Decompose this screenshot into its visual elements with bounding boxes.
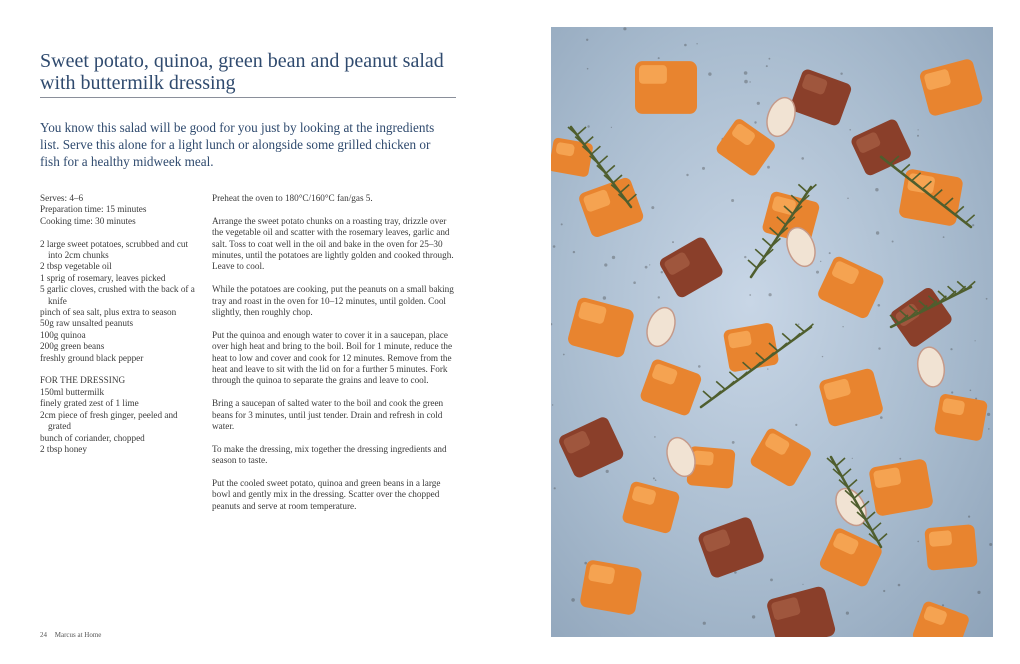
sweet-potato-chunk <box>749 426 814 488</box>
rosemary-leaf <box>577 127 586 135</box>
pepper-speck <box>744 256 746 258</box>
pepper-speck <box>623 27 626 30</box>
pepper-speck <box>571 598 575 602</box>
rosemary-leaf <box>748 260 757 268</box>
ingredient-item: 2 tbsp vegetable oil <box>40 261 112 272</box>
pepper-speck <box>603 296 606 299</box>
rosemary-leaf <box>957 215 966 223</box>
pepper-speck <box>767 368 768 369</box>
page-number: 24 <box>40 631 47 639</box>
dressing-item: finely grated zest of 1 lime <box>40 398 139 409</box>
rosemary-leaf <box>755 249 764 257</box>
pepper-speck <box>795 424 797 426</box>
photo-illustration <box>551 27 993 637</box>
pepper-speck <box>769 58 771 60</box>
pepper-speck <box>573 251 575 253</box>
rosemary-leaf <box>738 372 747 380</box>
pepper-speck <box>654 436 656 438</box>
pepper-speck <box>586 39 588 41</box>
pepper-speck <box>658 296 660 298</box>
pepper-speck <box>551 323 552 325</box>
rosemary-leaf <box>842 469 851 477</box>
pepper-speck <box>611 127 612 128</box>
pepper-speck <box>767 166 770 169</box>
rosemary-leaf <box>938 291 947 299</box>
garlic-clove <box>915 345 948 389</box>
method-step: Bring a saucepan of salted water to the boil and cook the green beans for 3 minutes, until just tender. Drain and refresh in cold water. <box>212 398 444 432</box>
pepper-speck <box>970 390 972 392</box>
ingredient-item: 5 garlic cloves, crushed with the back of a knife <box>40 284 195 306</box>
garlic-clove <box>830 483 873 531</box>
pepper-speck <box>975 340 976 341</box>
ingredients-column <box>40 193 200 455</box>
pepper-speck <box>846 612 849 615</box>
pepper-speck <box>989 543 992 546</box>
ingredient-item: pinch of sea salt, plus extra to season <box>40 307 177 318</box>
pepper-speck <box>972 224 974 226</box>
sweet-potato-chunk <box>850 118 913 178</box>
pepper-speck <box>754 121 756 123</box>
ingredient-item: 2 large sweet potatoes, scrubbed and cut into 2cm chunks <box>40 238 189 261</box>
sweet-potato-chunk <box>924 524 978 571</box>
pepper-speck <box>702 167 705 170</box>
pepper-speck <box>852 458 853 459</box>
ingredient-item: 50g raw unsalted peanuts <box>40 318 134 329</box>
rosemary-leaf <box>795 324 804 332</box>
pepper-speck <box>752 615 755 618</box>
method-step: To make the dressing, mix together the dressing ingredients and season to taste. <box>212 443 447 466</box>
sweet-potato-chunk <box>635 61 697 114</box>
pepper-speck <box>943 236 945 238</box>
pepper-speck <box>878 304 881 307</box>
sweet-potato-chunk <box>566 296 635 359</box>
rosemary-leaf <box>872 523 881 531</box>
pepper-speck <box>942 604 944 606</box>
pepper-speck <box>757 102 760 105</box>
rosemary-leaf <box>836 458 845 466</box>
pepper-speck <box>917 135 919 137</box>
serves-info: Serves: 4–6 <box>40 193 84 203</box>
pepper-speck <box>645 266 648 269</box>
sweet-potato-chunk <box>889 286 954 349</box>
pepper-speck <box>880 416 883 419</box>
pepper-speck <box>820 261 821 262</box>
pepper-speck <box>878 347 880 349</box>
pepper-speck <box>584 562 587 565</box>
pepper-speck <box>802 584 803 585</box>
pepper-speck <box>633 281 636 284</box>
cook-time: Cooking time: 30 minutes <box>40 215 136 226</box>
method-step: Arrange the sweet potato chunks on a roasting tray, drizzle over the vegetable oil and scatter with the rosemary leaves, garlic and salt. Toss to coat well in the oil and bake in the oven for 25–30 minutes, until the potatoes are lightly golden and cooked through. Leave to cool. <box>212 215 454 272</box>
pepper-speck <box>606 470 609 473</box>
sweet-potato-chunk <box>911 600 970 637</box>
pepper-speck <box>649 264 650 265</box>
pepper-speck <box>950 348 952 350</box>
sweet-potato-chunk <box>551 137 594 177</box>
rosemary-leaf <box>957 281 966 289</box>
pepper-speck <box>561 223 563 225</box>
sweet-potato-chunk <box>557 415 625 479</box>
rosemary-leaf <box>804 324 813 332</box>
pepper-speck <box>988 428 990 430</box>
rosemary-leaf <box>892 164 901 172</box>
pepper-speck <box>653 477 655 479</box>
pepper-speck <box>842 326 843 327</box>
pepper-speck <box>822 356 823 357</box>
sweet-potato-chunk <box>621 480 680 534</box>
pepper-speck <box>987 413 990 416</box>
pepper-speck <box>744 80 748 84</box>
pepper-speck <box>876 231 879 234</box>
page-footer <box>40 631 107 639</box>
book-title: Marcus at Home <box>54 631 102 639</box>
pepper-speck <box>829 252 831 254</box>
pepper-speck <box>658 57 660 59</box>
recipe-title: Sweet potato, quinoa, green bean and peanut salad with buttermilk dressing <box>40 50 444 94</box>
rosemary-leaf <box>782 333 791 341</box>
method-step: While the potatoes are cooking, put the peanuts on a small baking tray and roast in the oven for 10–12 minutes, until golden. Cool slightly, then roughly chop. <box>212 284 454 318</box>
pepper-speck <box>769 293 772 296</box>
pepper-speck <box>684 44 687 47</box>
pepper-speck <box>553 245 556 248</box>
title-divider <box>40 97 456 98</box>
pepper-speck <box>661 271 663 273</box>
method-step: Preheat the oven to 180°C/160°C fan/gas 5. <box>212 193 373 203</box>
sweet-potato-chunk <box>697 515 766 579</box>
pepper-speck <box>875 188 878 191</box>
pepper-speck <box>918 129 919 130</box>
pepper-speck <box>651 206 654 209</box>
sweet-potato-chunk <box>816 255 886 321</box>
rosemary-leaf <box>606 165 615 173</box>
pepper-speck <box>686 174 688 176</box>
rosemary-leaf <box>729 372 738 380</box>
rosemary-leaf <box>966 215 975 223</box>
pepper-speck <box>951 391 953 393</box>
sweet-potato-chunk <box>789 68 853 127</box>
method-step: Put the cooled sweet potato, quinoa and green beans in a large bowl and gently mix in the dressing. Scatter over the chopped peanuts and serve at room temperature. <box>212 478 441 511</box>
pepper-speck <box>968 516 970 518</box>
pepper-speck <box>696 43 697 44</box>
pepper-speck <box>898 584 901 587</box>
pepper-speck <box>604 263 607 266</box>
rosemary-leaf <box>778 343 787 351</box>
prep-time: Preparation time: 15 minutes <box>40 204 147 215</box>
pepper-speck <box>899 458 901 460</box>
pepper-speck <box>847 198 849 200</box>
pepper-speck <box>703 622 706 625</box>
pepper-speck <box>672 241 674 243</box>
dressing-item: 150ml buttermilk <box>40 386 105 397</box>
pepper-speck <box>977 591 980 594</box>
sweet-potato-chunk <box>818 367 884 427</box>
pepper-speck <box>587 68 589 70</box>
ingredient-item: 1 sprig of rosemary, leaves picked <box>40 272 166 283</box>
rosemary-leaf <box>599 156 608 164</box>
pepper-speck <box>552 404 553 405</box>
pepper-speck <box>816 271 819 274</box>
rosemary-leaf <box>848 480 857 488</box>
pepper-speck <box>766 65 768 67</box>
rosemary-leaf <box>948 286 957 294</box>
pepper-speck <box>749 294 751 296</box>
pepper-speck <box>986 298 988 300</box>
rosemary-leaf <box>878 534 887 542</box>
pepper-speck <box>731 199 734 202</box>
dressing-item: bunch of coriander, chopped <box>40 432 145 443</box>
pepper-speck <box>883 590 885 592</box>
sweet-potato-chunk <box>868 458 934 517</box>
pepper-speck <box>840 73 842 75</box>
pepper-speck <box>849 129 851 131</box>
pepper-speck <box>554 487 556 489</box>
rosemary-leaf <box>712 391 721 399</box>
rosemary-leaf <box>866 512 875 520</box>
garlic-clove <box>642 304 680 350</box>
dressing-item: 2cm piece of fresh ginger, peeled and grated <box>40 409 178 432</box>
pepper-speck <box>587 125 589 127</box>
sweet-potato-chunk <box>766 585 837 637</box>
dressing-item: 2 tbsp honey <box>40 443 87 454</box>
sweet-potato-chunk <box>723 322 780 373</box>
ingredient-item: freshly ground black pepper <box>40 352 144 363</box>
dressing-heading: FOR THE DRESSING <box>40 375 126 386</box>
recipe-intro: You know this salad will be good for you just by looking at the ingredients list. Serve this alone for a light lunch or alongside some grilled chicken or fish for a healthy midweek meal. <box>40 120 435 169</box>
sweet-potato-chunk <box>658 235 725 299</box>
pepper-speck <box>732 441 735 444</box>
rosemary-leaf <box>762 238 771 246</box>
pepper-speck <box>612 256 615 259</box>
sweet-potato-chunk <box>934 393 988 442</box>
sweet-potato-chunk <box>919 58 984 117</box>
pepper-speck <box>563 354 565 356</box>
pepper-speck <box>798 323 800 325</box>
ingredient-item: 100g quinoa <box>40 329 86 340</box>
pepper-speck <box>744 71 748 75</box>
method-step: Put the quinoa and enough water to cover it in a saucepan, place over high heat and bring to the boil. Boil for 1 minute, reduce the heat to low and cover and cook for 12 minutes. Remove from the heat and leave to sit with the lid on for a further 5 minutes. Fork through the quinoa to separate the grains and leave to cool. <box>212 329 453 386</box>
pepper-speck <box>770 579 773 582</box>
pepper-speck <box>892 241 894 243</box>
rosemary-leaf <box>791 333 800 341</box>
sweet-potato-chunk <box>639 358 703 417</box>
pepper-speck <box>917 541 919 543</box>
pepper-speck <box>749 81 750 82</box>
rosemary-leaf <box>703 391 712 399</box>
pepper-speck <box>655 479 657 481</box>
pepper-speck <box>698 365 701 368</box>
roasted-sweet-potato-photo <box>551 27 993 637</box>
rosemary-leaf <box>798 184 807 192</box>
rosemary-leaf <box>725 381 734 389</box>
ingredient-item: 200g green beans <box>40 341 105 352</box>
pepper-speck <box>708 72 711 75</box>
sweet-potato-chunk <box>579 559 642 616</box>
pepper-speck <box>801 157 804 160</box>
rosemary-leaf <box>716 381 725 389</box>
method-column <box>212 193 457 524</box>
